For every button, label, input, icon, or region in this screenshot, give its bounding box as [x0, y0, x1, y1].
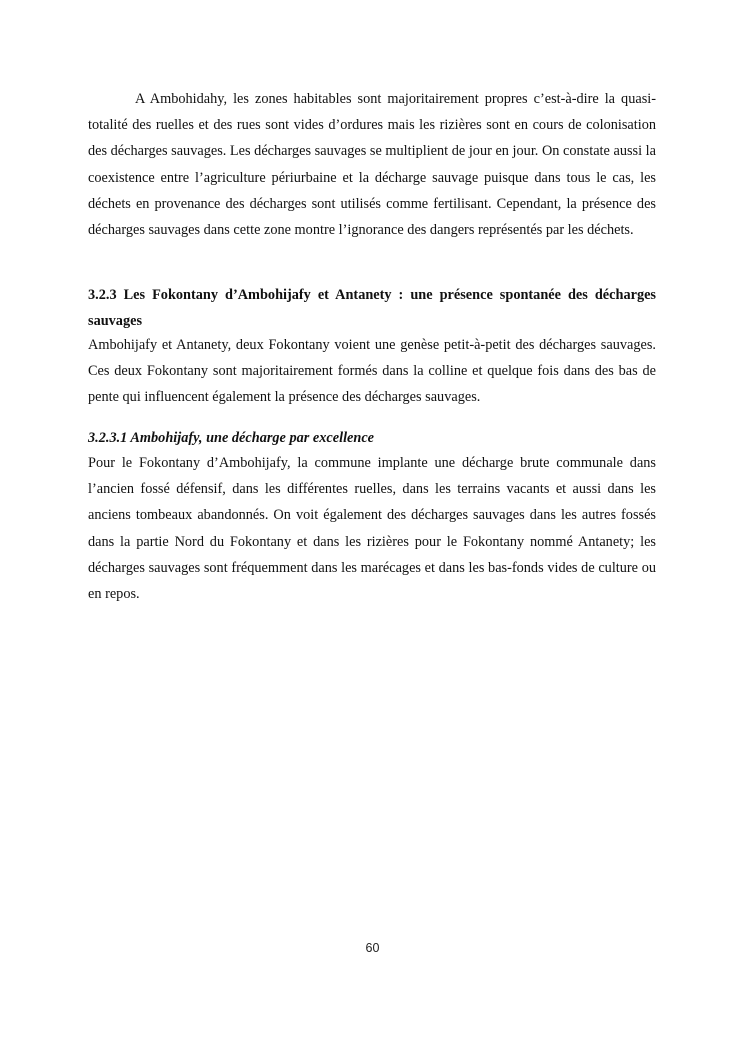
- paragraph-ambohidahy: A Ambohidahy, les zones habitables sont majoritairement propres c’est-à-dire la quasi-totalité des ruelles et des rues sont vides d’ordures mais les rizières sont en cours de colonisation des décharges sauvages. Les décharges sauvages se multiplient de jour en jour. On constate aussi la coexistence entre l’agriculture périurbaine et la décharge sauvage puisque dans tous le cas, les déchets en provenance des décharges sont utilisés comme fertilisant. Cependant, la présence des décharges sauvages dans cette zone montre l’ignorance des dangers représentés par les déchets.: [88, 91, 656, 239]
- subsection-heading-3-2-3-1: 3.2.3.1 Ambohijafy, une décharge par excellence: [88, 430, 375, 446]
- paragraph-ambohijafy-decharge: Pour le Fokontany d’Ambohijafy, la commune implante une décharge brute communale dans l’ancien fossé défensif, dans les différentes ruelles, dans les terrains vacants et aussi dans les anciens tombeaux abandonnés. On voit également des décharges sauvages dans les autres fossés dans la partie Nord du Fokontany et dans les rizières pour le Fokontany nommé Antanety; les décharges sauvages sont fréquemment dans les marécages et dans les bas-fonds vides de culture ou en repos.: [88, 455, 656, 603]
- page-number: 60: [365, 941, 380, 955]
- section-heading-3-2-3: 3.2.3 Les Fokontany d’Ambohijafy et Antanety : une présence spontanée des décharges sauvages: [88, 287, 656, 330]
- paragraph-ambohijafy-antanety: Ambohijafy et Antanety, deux Fokontany voient une genèse petit-à-petit des décharges sauvages. Ces deux Fokontany sont majoritairement formés dans la colline et quelque fois dans des bas de pente qui influencent également la présence des décharges sauvages.: [88, 337, 656, 406]
